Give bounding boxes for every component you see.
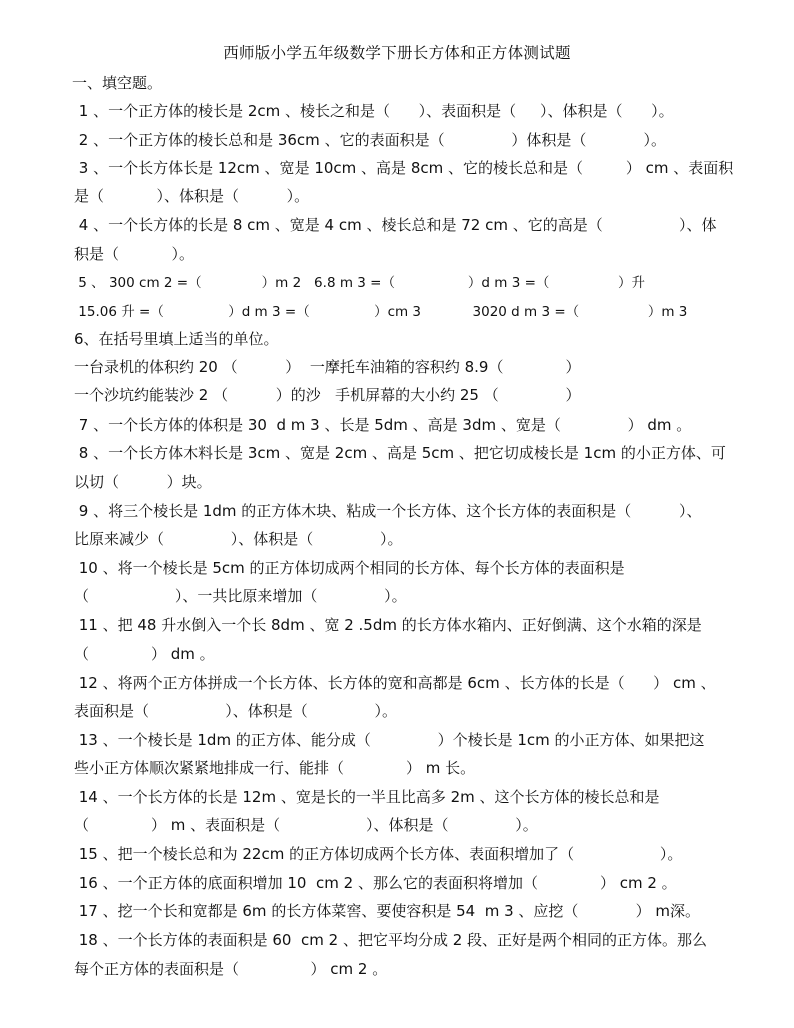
question-line: 15 、把一个棱长总和为 22cm 的正方体切成两个长方体、表面积增加了（ ）。 <box>74 845 683 863</box>
question-line: 13 、一个棱长是 1dm 的正方体、能分成（ ）个棱长是 1cm 的小正方体、如果把这 <box>74 731 705 749</box>
question-line: 8 、一个长方体木料长是 3cm 、宽是 2cm 、高是 5cm 、把它切成棱长是 1cm 的小正方体、可 <box>74 444 726 462</box>
question-line: 3 、一个长方体长是 12cm 、宽是 10cm 、高是 8cm 、它的棱长总和是（ ） cm 、表面积 <box>74 159 734 177</box>
question-line: 比原来减少（ ）、体积是（ ）。 <box>74 530 403 548</box>
question-line: （ ） m 、表面积是（ ）、体积是（ ）。 <box>74 816 538 834</box>
page-title: 西师版小学五年级数学下册长方体和正方体测试题 <box>223 44 571 62</box>
question-line: 积是（ ）。 <box>74 245 194 263</box>
question-line: 些小正方体顺次紧紧地排成一行、能排（ ） m 长。 <box>74 759 476 777</box>
question-line: 1 、一个正方体的棱长是 2cm 、棱长之和是（ ）、表面积是（ ）、体积是（ ）。 <box>74 102 674 120</box>
question-line: 9 、将三个棱长是 1dm 的正方体木块、粘成一个长方体、这个长方体的表面积是（ ）、 <box>74 502 702 520</box>
section-heading: 一、填空题。 <box>72 74 163 92</box>
question-line: 一个沙坑约能装沙 2 （ ）的沙 手机屏幕的大小约 25 （ ） <box>74 386 581 404</box>
question-line: 4 、一个长方体的长是 8 cm 、宽是 4 cm 、棱长总和是 72 cm 、它的高是（ ）、体 <box>74 216 717 234</box>
question-line: 12 、将两个正方体拼成一个长方体、长方体的宽和高都是 6cm 、长方体的长是（ ） cm 、 <box>74 674 716 692</box>
question-line: 16 、一个正方体的底面积增加 10 cm 2 、那么它的表面积将增加（ ） cm 2 。 <box>74 874 677 892</box>
question-line: （ ）、一共比原来增加（ ）。 <box>74 587 407 605</box>
question-line: 7 、一个长方体的体积是 30 d m 3 、长是 5dm 、高是 3dm 、宽是（ ） dm 。 <box>74 416 692 434</box>
question-line: 以切（ ）块。 <box>74 473 212 491</box>
question-line: 每个正方体的表面积是（ ） cm 2 。 <box>74 960 388 978</box>
question-line: 11 、把 48 升水倒入一个长 8dm 、宽 2 .5dm 的长方体水箱内、正好倒满、这个水箱的深是 <box>74 616 702 634</box>
question-line: 17 、挖一个长和宽都是 6m 的长方体菜窖、要使容积是 54 m 3 、应挖（ ） m深。 <box>74 902 700 920</box>
question-line: 15.06 升 =（ ）d m 3 =（ ）cm 3 3020 d m 3 =（ ）m 3 <box>74 304 688 320</box>
question-line: 2 、一个正方体的棱长总和是 36cm 、它的表面积是（ ）体积是（ ）。 <box>74 131 667 149</box>
question-line: 是（ ）、体积是（ ）。 <box>74 187 310 205</box>
question-line: 14 、一个长方体的长是 12m 、宽是长的一半且比高多 2m 、这个长方体的棱长总和是 <box>74 788 660 806</box>
question-line: 一台录机的体积约 20 （ ） 一摩托车油箱的容积约 8.9（ ） <box>74 358 581 376</box>
question-line: 6、在括号里填上适当的单位。 <box>74 330 279 348</box>
question-line: 表面积是（ ）、体积是（ ）。 <box>74 702 398 720</box>
question-line: 10 、将一个棱长是 5cm 的正方体切成两个相同的长方体、每个长方体的表面积是 <box>74 559 625 577</box>
question-line: 18 、一个长方体的表面积是 60 cm 2 、把它平均分成 2 段、正好是两个相同的正方体。那么 <box>74 931 708 949</box>
question-line: （ ） dm 。 <box>74 645 215 663</box>
question-line: 5 、 300 cm 2 =（ ）m 2 6.8 m 3 =（ ）d m 3 =（ ）升 <box>74 275 646 291</box>
